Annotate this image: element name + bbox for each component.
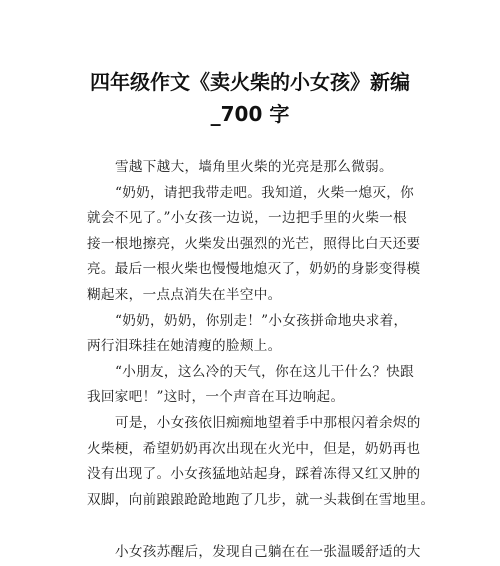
paragraph [87,155,427,181]
paragraph-spacer [87,513,427,540]
paragraph-line: 就会不见了。”小女孩一边说，一边把手里的火柴一根 [87,210,408,227]
paragraph-line: 雪越下越大，墙角里火柴的光亮是那么微弱。 [115,159,393,175]
document-title [60,66,440,130]
paragraph-line: 接一根地擦亮，火柴发出强烈的光芒，照得比白天还要 [87,235,421,252]
paragraph [87,360,427,411]
paragraph [87,309,427,360]
paragraph-line: “奶奶，请把我带走吧。我知道，火柴一熄灭，你 [115,184,415,201]
paragraph-line: 糊起来，一点点消失在半空中。 [87,286,282,303]
title-line: _700 字 [210,102,290,126]
document-body [87,155,435,566]
title-line: 四年级作文《卖火柴的小女孩》新编 [90,70,410,94]
paragraph [87,181,427,309]
paragraph-line: 火柴梗，希望奶奶再次出现在火光中，但是，奶奶再也 [87,440,421,457]
paragraph-line: 亮。最后一根火柴也慢慢地熄灭了，奶奶的身影变得模 [87,261,421,278]
paragraph-line: 没有出现了。小女孩猛地站起身，踩着冻得又红又肿的 [87,466,421,483]
paragraph-line: 两行泪珠挂在她清瘦的脸颊上。 [87,338,282,355]
paragraph-line: 可是，小女孩依旧痴痴地望着手中那根闪着余烬的 [115,414,421,431]
paragraph [87,411,435,513]
paragraph [87,540,427,566]
paragraph-line: “奶奶，奶奶，你别走！”小女孩拼命地央求着， [115,312,408,329]
paragraph-line: 双脚，向前踉踉跄跄地跑了几步，就一头栽倒在雪地里。 [87,491,435,508]
paragraph-line: 我回家吧！”这时，一个声音在耳边响起。 [87,389,345,406]
paragraph-line: 小女孩苏醒后，发现自己躺在在一张温暖舒适的大 [115,544,421,561]
paragraph-line: “小朋友，这么冷的天气，你在这儿干什么？快跟 [115,363,415,380]
